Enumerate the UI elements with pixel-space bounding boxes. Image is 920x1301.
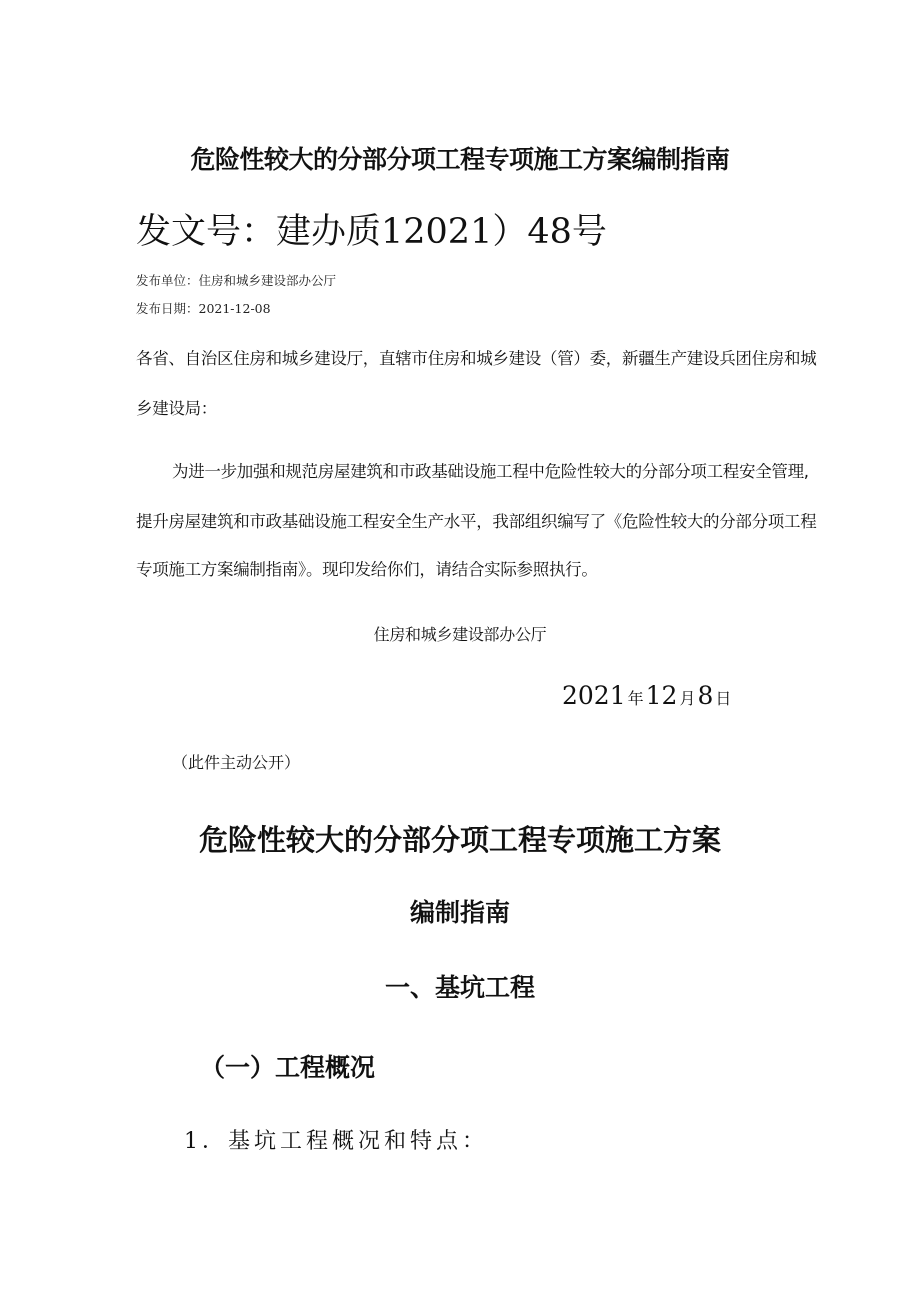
paragraph-line-1: 为进一步加强和规范房屋建筑和市政基础设施工程中危险性较大的分部分项工程安全管理, — [172, 462, 809, 481]
addressee-line-1: 各省、自治区住房和城乡建设厅，直辖市住房和城乡建设（管）委，新疆生产建设兵团住房和城 — [136, 349, 817, 368]
paragraph-line-3: 专项施工方案编制指南》。现印发给你们，请结合实际参照执行。 — [136, 560, 598, 579]
paragraph-line-2: 提升房屋建筑和市政基础设施工程安全生产水平，我部组织编写了《危险性较大的分部分项工程 — [136, 512, 817, 531]
subsection-heading: （一）工程概况 — [200, 1053, 376, 1082]
issue-date-line: 发布日期：2021-12-08 — [136, 301, 271, 316]
sign-date-year: 2021 — [562, 681, 626, 710]
document-title: 危险性较大的分部分项工程专项施工方案编制指南 — [190, 145, 730, 174]
sign-date-year-unit: 年 — [627, 689, 644, 708]
document-number: 发文号：建办质12021）48号 — [136, 212, 607, 252]
section-heading: 一、基坑工程 — [384, 973, 535, 1002]
guide-title-line-1: 危险性较大的分部分项工程专项施工方案 — [198, 823, 721, 857]
sign-date-day-unit: 日 — [715, 689, 732, 708]
public-note: （此件主动公开） — [172, 753, 301, 772]
sign-date-month: 12 — [645, 681, 678, 710]
issuer-line: 发布单位：住房和城乡建设部办公厅 — [136, 273, 337, 288]
item-heading: 1．基坑工程概况和特点： — [184, 1129, 488, 1154]
guide-title-line-2: 编制指南 — [409, 898, 510, 927]
signer: 住房和城乡建设部办公厅 — [373, 625, 547, 644]
sign-date-month-unit: 月 — [679, 689, 696, 708]
addressee-line-2: 乡建设局： — [136, 399, 218, 418]
sign-date — [562, 681, 733, 710]
sign-date-day: 8 — [697, 681, 714, 710]
